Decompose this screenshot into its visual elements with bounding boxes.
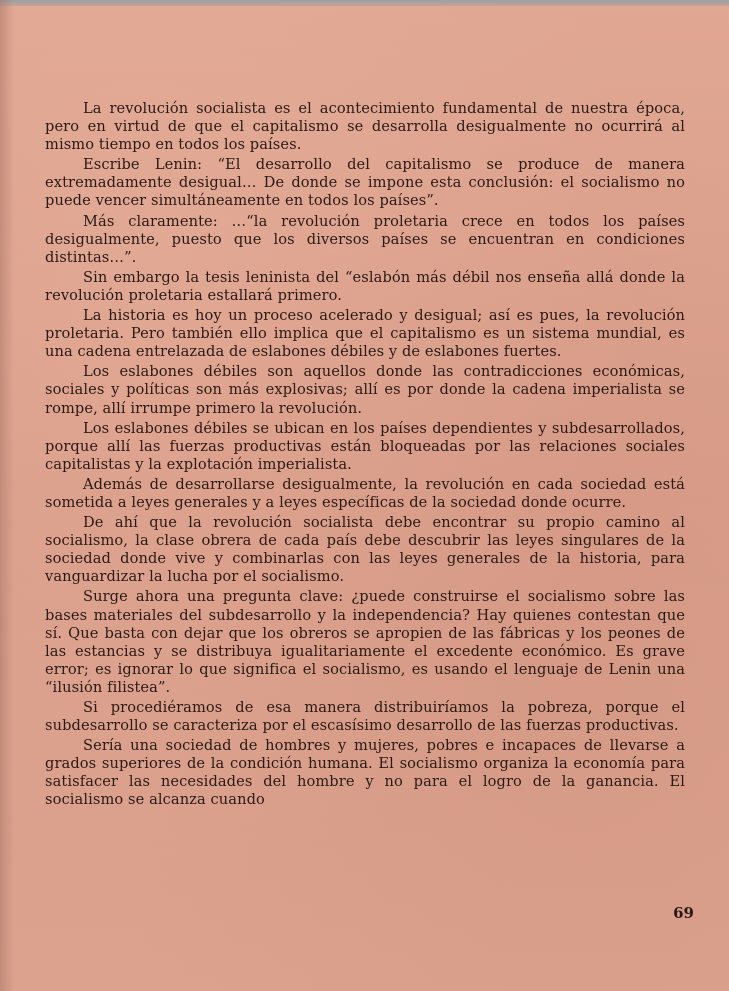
page-number: 69: [673, 904, 694, 922]
paragraph-5: La historia es hoy un proceso acelerado y desigual; así es pues, la revolución proletaria. Pero también ello implica que el capitalismo es un sistema mundial, es una cadena entrelazada de eslabones débiles y de eslabones fuertes.: [45, 307, 685, 361]
paragraph-2: Escribe Lenin: “El desarrollo del capitalismo se produce de manera extremadamente desigual… De donde se impone esta conclusión: el socialismo no puede vencer simultáneamente en todos los países”.: [45, 156, 685, 210]
paragraph-6: Los eslabones débiles son aquellos donde las contradicciones económicas, sociales y políticas son más explosivas; allí es por donde la cadena imperialista se rompe, allí irrumpe primero la revolución.: [45, 363, 685, 417]
paragraph-1: La revolución socialista es el acontecimiento fundamental de nuestra época, pero en virtud de que el capitalismo se desarrolla desigualmente no ocurrirá al mismo tiempo en todos los países.: [45, 100, 685, 154]
paragraph-9: De ahí que la revolución socialista debe encontrar su propio camino al socialismo, la clase obrera de cada país debe descubrir las leyes singulares de la sociedad donde vive y combinarlas con las leyes generales de la historia, para vanguardizar la lucha por el socialismo.: [45, 514, 685, 586]
paragraph-8: Además de desarrollarse desigualmente, la revolución en cada sociedad está sometida a leyes generales y a leyes específicas de la sociedad donde ocurre.: [45, 475, 685, 511]
paragraph-11: Si procediéramos de esa manera distribuiríamos la pobreza, porque el subdesarrollo se caracteriza por el escasísimo desarrollo de las fuerzas productivas.: [45, 699, 685, 735]
paragraph-4: Sin embargo la tesis leninista del “eslabón más débil nos enseña allá donde la revolución proletaria estallará primero.: [45, 268, 685, 304]
page-binding-shadow: [0, 0, 14, 991]
paragraph-12: Sería una sociedad de hombres y mujeres, pobres e incapaces de llevarse a grados superiores de la condición humana. El socialismo organiza la economía para satisfacer las necesidades del hombre y no para el logro de la ganancia. El socialismo se alcanza cuando: [45, 737, 685, 809]
paragraph-3: Más claramente: …“la revolución proletaria crece en todos los países desigualmente, puesto que los diversos países se encuentran en condiciones distintas…”.: [45, 212, 685, 266]
paragraph-10: Surge ahora una pregunta clave: ¿puede construirse el socialismo sobre las bases materiales del subdesarrollo y la independencia? Hay quienes contestan que sí. Que basta con dejar que los obreros se apropien de las fábricas y los peones de las estancias y se distribuya igualitariamente el excedente económico. Es grave error; es ignorar lo que significa el socialismo, es usando el lenguaje de Lenin una “ilusión filistea”.: [45, 588, 685, 696]
page-top-edge: [0, 0, 729, 6]
body-text: [45, 100, 685, 812]
paragraph-7: Los eslabones débiles se ubican en los países dependientes y subdesarrollados, porque allí las fuerzas productivas están bloqueadas por las relaciones sociales capitalistas y la explotación imperialista.: [45, 419, 685, 473]
